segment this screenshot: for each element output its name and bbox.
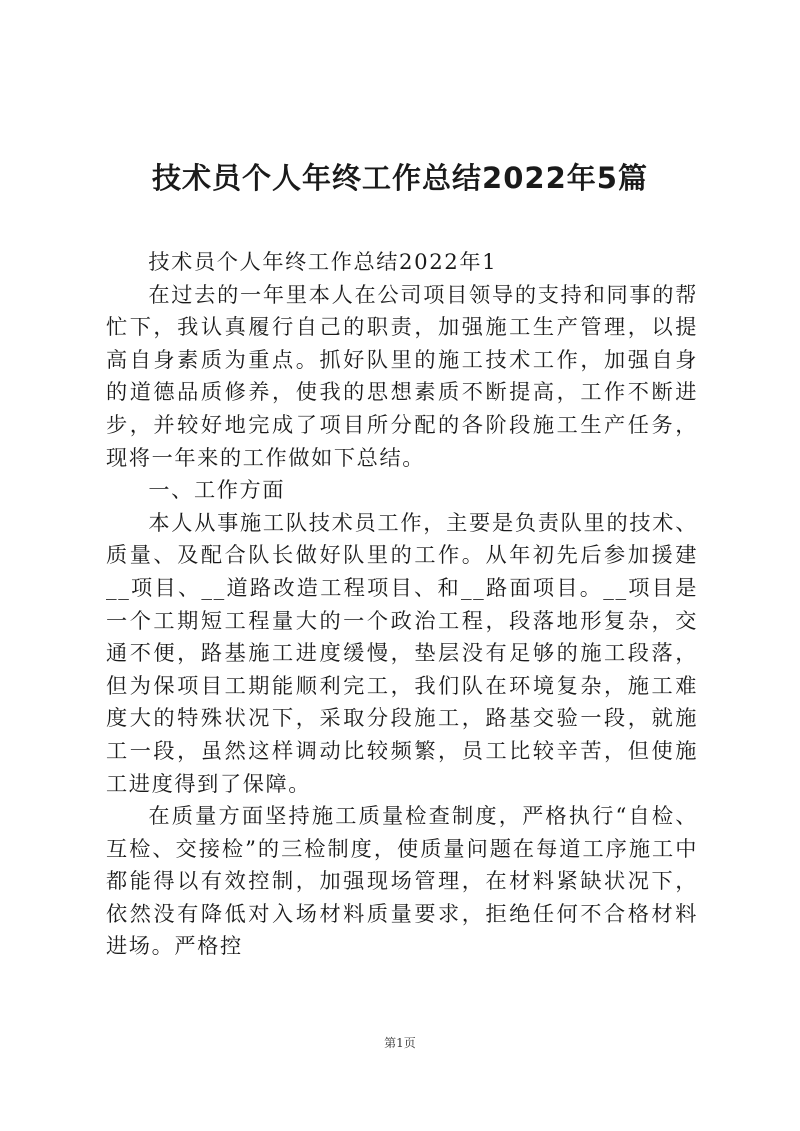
- page-number: 第1页: [384, 1036, 416, 1050]
- subsection-heading: 一、工作方面: [148, 477, 286, 503]
- paragraph: 在质量方面坚持施工质量检查制度，严格执行“自检、互检、交接检”的三检制度，使质量问题在每道工序施工中都能得以有效控制，加强现场管理，在材料紧缺状况下，依然没有降低对入场材料质量要求，拒绝任何不合格材料进场。严格控: [106, 803, 698, 959]
- document-body: [106, 246, 698, 963]
- paragraph: 本人从事施工队技术员工作，主要是负责队里的技术、质量、及配合队长做好队里的工作。从年初先后参加援建__项目、__道路改造工程项目、和__路面项目。__项目是一个工期短工程量大的一个政治工程，段落地形复杂，交通不便，路基施工进度缓慢，垫层没有足够的施工段落，但为保项目工期能顺利完工，我们队在环境复杂，施工难度大的特殊状况下，采取分段施工，路基交验一段，就施工一段，虽然这样调动比较频繁，员工比较辛苦，但使施工进度得到了保障。: [106, 509, 698, 796]
- paragraph: 在过去的一年里本人在公司项目领导的支持和同事的帮忙下，我认真履行自己的职责，加强施工生产管理，以提高自身素质为重点。抓好队里的施工技术工作，加强自身的道德品质修养，使我的思想素质不断提高，工作不断进步，并较好地完成了项目所分配的各阶段施工生产任务，现将一年来的工作做如下总结。: [106, 281, 698, 470]
- section-heading: 技术员个人年终工作总结2022年1: [148, 249, 498, 274]
- document-title: 技术员个人年终工作总结2022年5篇: [152, 161, 648, 195]
